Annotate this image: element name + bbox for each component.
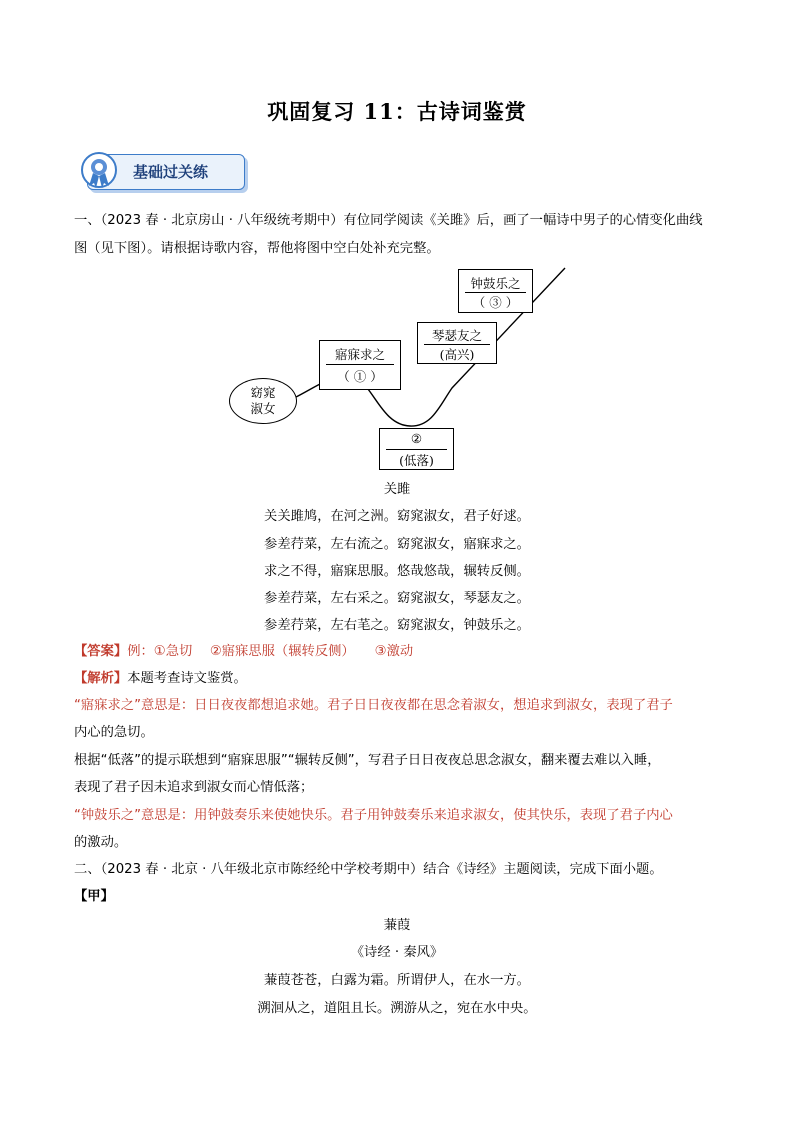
analysis-p3-line2: 的激动。 (74, 835, 128, 850)
box4-bottom: （ ③ ） (472, 295, 519, 310)
diagram-box-4 (458, 269, 533, 313)
q1-poem-line: 参差荇菜，左右采之。窈窕淑女，琴瑟友之。 (264, 591, 530, 606)
q2-poem-source: 《诗经 · 秦风》 (350, 945, 444, 960)
q1-answer (74, 639, 413, 665)
q1-analysis-intro (74, 666, 247, 692)
banner-label: 基础过关练 (133, 163, 209, 181)
box1-top: 寤寐求之 (334, 347, 385, 362)
page-title: 巩固复习 11：古诗词鉴赏 (267, 99, 527, 124)
analysis-p3-line1: “钟鼓乐之”意思是：用钟鼓奏乐来使她快乐。君子用钟鼓奏乐来追求淑女，使其快乐，表现了君子内心 (74, 808, 673, 823)
oval-line1: 窈窕 (250, 385, 276, 400)
box2-top: ② (410, 431, 423, 446)
q2-stem: 二、（2023 春 · 北京 · 八年级北京市陈经纶中学校考期中）结合《诗经》主题阅读，完成下面小题。 (74, 862, 663, 877)
diagram-box-3 (417, 322, 497, 364)
analysis-label: 【解析】 (74, 671, 128, 686)
q1-poem-line: 参差荇菜，左右流之。窈窕淑女，寤寐求之。 (264, 537, 530, 552)
analysis-p1-line1: “寤寐求之”意思是：日日夜夜都想追求她。君子日日夜夜都在思念着淑女，想追求到淑女，表现了君子 (74, 698, 673, 713)
analysis-p2-line1: 根据“低落”的提示联想到“寤寐思服”“辗转反侧”，写君子日日夜夜总思念淑女，翻来覆去难以入睡， (74, 753, 661, 768)
answer-label: 【答案】 (74, 644, 128, 659)
box2-divider (386, 449, 447, 450)
analysis-intro: 本题考查诗文鉴赏。 (127, 671, 247, 686)
q1-stem-line1: 一、（2023 春 · 北京房山 · 八年级统考期中）有位同学阅读《关雎》后，画了一幅诗中男子的心情变化曲线 (74, 213, 703, 228)
diagram-start-oval (229, 378, 297, 424)
q2-poem-line: 蒹葭苍苍，白露为霜。所谓伊人，在水一方。 (264, 973, 530, 988)
box3-bottom: (高兴) (439, 347, 475, 362)
q2-poem-title: 蒹葭 (383, 918, 411, 933)
mood-curve (0, 0, 794, 480)
diagram-box-2 (379, 428, 454, 470)
diagram-box-1 (319, 340, 401, 390)
box1-divider (326, 364, 394, 365)
box4-top: 钟鼓乐之 (470, 276, 521, 291)
q1-poem-line: 求之不得，寤寐思服。悠哉悠哉，辗转反侧。 (264, 564, 530, 579)
answer-text: 例：①急切 ②寤寐思服（辗转反侧） ③激动 (127, 644, 414, 659)
box3-top: 琴瑟友之 (431, 328, 482, 343)
analysis-p2-line2: 表现了君子因未追求到淑女而心情低落； (74, 780, 314, 795)
box1-bottom: （ ① ） (337, 369, 383, 384)
oval-line2: 淑女 (250, 401, 276, 416)
q2-part-label: 【甲】 (74, 889, 114, 904)
q1-poem-line: 关关雎鸠，在河之洲。窈窕淑女，君子好逑。 (264, 509, 530, 524)
q2-poem-line: 溯洄从之，道阻且长。溯游从之，宛在水中央。 (257, 1001, 537, 1016)
q1-poem-line: 参差荇菜，左右芼之。窈窕淑女，钟鼓乐之。 (264, 618, 530, 633)
q1-stem-line2: 图（见下图）。请根据诗歌内容，帮他将图中空白处补充完整。 (74, 241, 440, 256)
box2-bottom: (低落) (399, 453, 434, 468)
q1-poem-title: 关雎 (383, 482, 411, 497)
analysis-p1-line2: 内心的急切。 (74, 725, 154, 740)
